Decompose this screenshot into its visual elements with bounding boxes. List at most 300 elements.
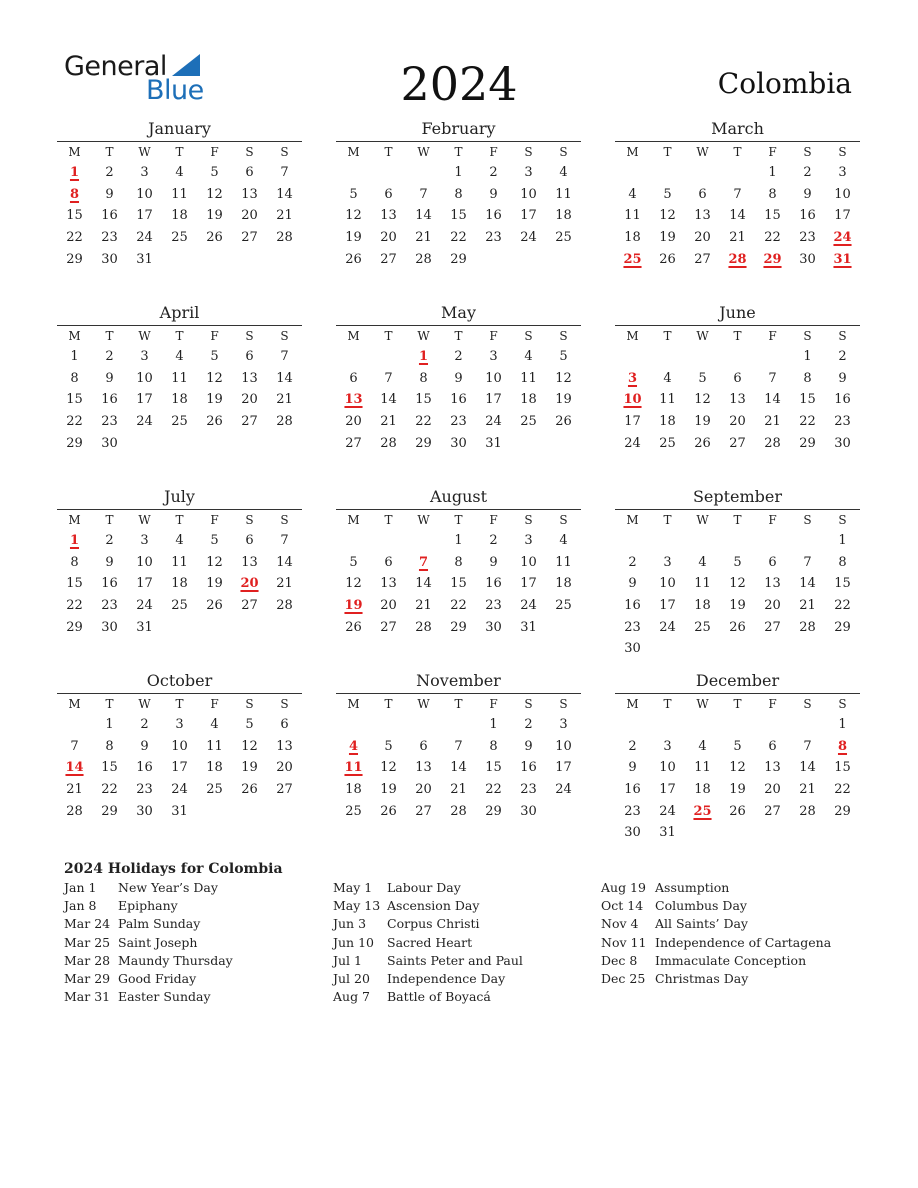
day-cell: 9	[628, 760, 637, 776]
day-cell: 14	[276, 554, 293, 570]
weekday-label: S	[524, 145, 533, 159]
day-cell: 8	[419, 370, 428, 386]
day-cell: 5	[210, 165, 219, 180]
weekday-label: M	[347, 697, 360, 711]
day-cell: 1	[454, 165, 463, 180]
day-cell: 4	[175, 349, 184, 364]
day-cell: 30	[624, 641, 641, 657]
day-cell: 11	[694, 760, 711, 776]
day-cell: 20	[415, 782, 432, 798]
empty-cell	[371, 346, 406, 368]
day-cell: 9	[489, 554, 498, 570]
day-cell: 24	[624, 435, 641, 451]
day-cell: 31	[171, 803, 188, 819]
day-cell: 23	[624, 619, 641, 635]
weekday-label: M	[68, 513, 81, 527]
day-cell: 1	[768, 165, 777, 180]
day-cell: 24	[136, 230, 153, 246]
day-cell: 6	[280, 717, 289, 732]
month-day-grid	[336, 142, 581, 270]
holiday-row	[333, 879, 593, 897]
day-cell: 11	[171, 370, 188, 386]
day-cell: 30	[101, 435, 118, 451]
month-name: June	[719, 303, 756, 322]
day-cell: 2	[524, 717, 533, 732]
day-cell: 16	[520, 760, 537, 776]
day-cell: 27	[345, 435, 362, 451]
weekday-label: M	[347, 329, 360, 343]
day-cell: 5	[210, 349, 219, 364]
day-cell: 1	[838, 717, 847, 732]
day-cell: 11	[555, 186, 572, 202]
day-cell: 15	[450, 208, 467, 224]
day-cell: 12	[345, 576, 362, 592]
holiday-name: Ascension Day	[387, 898, 480, 914]
day-cell: 10	[520, 186, 537, 202]
day-cell: 26	[206, 598, 223, 614]
day-cell: 5	[245, 717, 254, 732]
day-cell: 12	[555, 370, 572, 386]
day-cell: 5	[349, 554, 358, 570]
day-cell: 23	[101, 414, 118, 430]
holiday-date: Nov 11	[601, 934, 647, 950]
month-name: February	[421, 119, 496, 138]
day-cell: 25	[171, 598, 188, 614]
day-cell: 16	[799, 208, 816, 224]
day-cell: 1	[489, 717, 498, 732]
day-cell: 3	[838, 165, 847, 180]
weekday-label: T	[384, 697, 393, 711]
day-cell: 7	[733, 186, 742, 202]
weekday-label: T	[105, 329, 114, 343]
day-cell: 17	[520, 576, 537, 592]
holiday-day: 3	[627, 370, 638, 386]
weekday-label: T	[105, 697, 114, 711]
holiday-date: May 13	[333, 898, 381, 914]
day-cell: 18	[624, 230, 641, 246]
weekday-label: F	[210, 513, 219, 527]
weekday-label: S	[245, 513, 254, 527]
holiday-date: Oct 14	[601, 898, 644, 914]
weekday-label: W	[696, 329, 709, 343]
empty-cell	[650, 530, 685, 552]
day-cell: 7	[454, 738, 463, 754]
day-cell: 23	[101, 598, 118, 614]
weekday-label: F	[489, 697, 498, 711]
weekday-label: W	[417, 145, 430, 159]
weekday-label: T	[454, 145, 463, 159]
holiday-row	[64, 934, 324, 952]
day-cell: 3	[559, 717, 568, 732]
weekday-label: S	[559, 145, 568, 159]
holiday-date: Mar 25	[64, 934, 111, 950]
day-cell: 1	[838, 533, 847, 548]
holiday-row	[601, 915, 861, 933]
day-cell: 6	[245, 349, 254, 364]
weekday-label: S	[838, 513, 847, 527]
month-name: August	[429, 487, 488, 506]
day-cell: 15	[101, 760, 118, 776]
month-may	[336, 303, 581, 454]
weekday-label: W	[138, 329, 151, 343]
day-cell: 13	[241, 186, 258, 202]
day-cell: 22	[450, 230, 467, 246]
day-cell: 4	[698, 738, 707, 754]
weekday-label: W	[417, 697, 430, 711]
day-cell: 25	[659, 435, 676, 451]
day-cell: 11	[206, 738, 223, 754]
empty-cell	[650, 714, 685, 736]
weekday-label: S	[280, 145, 289, 159]
day-cell: 2	[803, 165, 812, 180]
day-cell: 3	[524, 165, 533, 180]
day-cell: 17	[555, 760, 572, 776]
day-cell: 20	[729, 414, 746, 430]
day-cell: 15	[66, 576, 83, 592]
day-cell: 22	[485, 782, 502, 798]
day-cell: 6	[419, 738, 428, 754]
day-cell: 17	[136, 576, 153, 592]
holiday-date: Aug 7	[333, 989, 371, 1005]
month-february	[336, 119, 581, 270]
month-day-grid	[57, 326, 302, 454]
day-cell: 6	[768, 554, 777, 570]
day-cell: 24	[171, 782, 188, 798]
day-cell: 19	[555, 392, 572, 408]
weekday-label: F	[210, 145, 219, 159]
holiday-day: 20	[240, 576, 259, 592]
day-cell: 26	[345, 251, 362, 267]
day-cell: 19	[694, 414, 711, 430]
day-cell: 18	[694, 782, 711, 798]
day-cell: 6	[384, 554, 393, 570]
day-cell: 29	[66, 435, 83, 451]
holiday-row	[64, 915, 324, 933]
day-cell: 21	[415, 598, 432, 614]
holiday-name: Assumption	[655, 880, 730, 895]
empty-cell	[336, 714, 371, 736]
day-cell: 7	[280, 165, 289, 180]
day-cell: 4	[210, 717, 219, 732]
holiday-date: Mar 31	[64, 989, 111, 1005]
empty-cell	[615, 162, 650, 184]
day-cell: 29	[799, 435, 816, 451]
holiday-row	[64, 970, 324, 988]
holiday-row	[601, 934, 861, 952]
holiday-date: Mar 29	[64, 970, 111, 986]
day-cell: 20	[694, 230, 711, 246]
day-cell: 28	[764, 435, 781, 451]
weekday-label: S	[803, 697, 812, 711]
day-cell: 27	[276, 782, 293, 798]
day-cell: 9	[454, 370, 463, 386]
day-cell: 1	[803, 349, 812, 364]
holiday-day: 4	[348, 738, 359, 754]
month-name: December	[695, 671, 780, 690]
day-cell: 12	[206, 554, 223, 570]
day-cell: 2	[628, 554, 637, 570]
weekday-label: W	[417, 329, 430, 343]
holiday-name: Immaculate Conception	[655, 952, 807, 968]
day-cell: 2	[489, 533, 498, 548]
weekday-label: S	[838, 329, 847, 343]
day-cell: 23	[834, 414, 851, 430]
day-cell: 21	[450, 782, 467, 798]
holiday-name: Saint Joseph	[118, 934, 198, 950]
weekday-label: S	[559, 329, 568, 343]
weekday-label: T	[663, 513, 672, 527]
weekday-label: F	[210, 697, 219, 711]
day-cell: 10	[555, 738, 572, 754]
day-cell: 10	[834, 186, 851, 202]
day-cell: 24	[659, 803, 676, 819]
day-cell: 18	[171, 392, 188, 408]
day-cell: 17	[136, 392, 153, 408]
empty-cell	[615, 346, 650, 368]
weekday-label: S	[803, 145, 812, 159]
day-cell: 16	[450, 392, 467, 408]
holidays-column	[601, 879, 861, 988]
weekday-label: S	[245, 697, 254, 711]
weekday-label: W	[138, 697, 151, 711]
day-cell: 1	[70, 349, 79, 364]
day-cell: 13	[276, 738, 293, 754]
day-cell: 19	[729, 598, 746, 614]
day-cell: 30	[520, 803, 537, 819]
month-day-grid	[57, 142, 302, 270]
holiday-row	[601, 879, 861, 897]
empty-cell	[406, 162, 441, 184]
empty-cell	[650, 162, 685, 184]
day-cell: 16	[485, 576, 502, 592]
day-cell: 17	[171, 760, 188, 776]
weekday-label: T	[663, 145, 672, 159]
holiday-day: 1	[69, 533, 80, 548]
day-cell: 18	[555, 208, 572, 224]
weekday-label: M	[626, 329, 639, 343]
holiday-day: 1	[418, 349, 429, 364]
holiday-day: 28	[728, 251, 747, 267]
holiday-row	[64, 988, 324, 1006]
empty-cell	[685, 714, 720, 736]
day-cell: 16	[101, 392, 118, 408]
day-cell: 27	[729, 435, 746, 451]
day-cell: 28	[276, 598, 293, 614]
weekday-label: M	[347, 145, 360, 159]
day-cell: 9	[838, 370, 847, 386]
day-cell: 9	[803, 186, 812, 202]
day-cell: 3	[663, 738, 672, 754]
holiday-date: Jun 3	[333, 916, 367, 932]
day-cell: 25	[555, 230, 572, 246]
day-cell: 17	[659, 598, 676, 614]
day-cell: 2	[628, 738, 637, 754]
weekday-label: W	[138, 513, 151, 527]
day-cell: 17	[834, 208, 851, 224]
holiday-name: Maundy Thursday	[118, 952, 233, 968]
day-cell: 22	[415, 414, 432, 430]
month-name: September	[692, 487, 783, 506]
day-cell: 14	[729, 208, 746, 224]
day-cell: 30	[834, 435, 851, 451]
empty-cell	[720, 346, 755, 368]
weekday-label: S	[245, 145, 254, 159]
holiday-row	[64, 897, 324, 915]
weekday-label: S	[524, 329, 533, 343]
day-cell: 28	[66, 803, 83, 819]
day-cell: 30	[101, 251, 118, 267]
empty-cell	[720, 714, 755, 736]
day-cell: 27	[694, 251, 711, 267]
holiday-row	[601, 952, 861, 970]
empty-cell	[57, 714, 92, 736]
holiday-day: 13	[344, 392, 363, 408]
weekday-label: T	[384, 329, 393, 343]
day-cell: 24	[136, 414, 153, 430]
holiday-row	[601, 897, 861, 915]
holiday-date: Mar 28	[64, 952, 111, 968]
day-cell: 10	[485, 370, 502, 386]
day-cell: 9	[105, 186, 114, 202]
day-cell: 5	[210, 533, 219, 548]
day-cell: 6	[349, 370, 358, 386]
holiday-row	[333, 897, 593, 915]
weekday-label: T	[175, 145, 184, 159]
day-cell: 23	[136, 782, 153, 798]
weekday-label: W	[417, 513, 430, 527]
day-cell: 10	[520, 554, 537, 570]
day-cell: 12	[345, 208, 362, 224]
day-cell: 18	[171, 208, 188, 224]
day-cell: 13	[380, 208, 397, 224]
holiday-date: Dec 8	[601, 952, 638, 968]
day-cell: 14	[450, 760, 467, 776]
weekday-label: T	[175, 697, 184, 711]
weekday-label: W	[696, 697, 709, 711]
day-cell: 9	[489, 186, 498, 202]
day-cell: 4	[175, 165, 184, 180]
day-cell: 17	[485, 392, 502, 408]
holiday-name: New Year’s Day	[118, 880, 218, 895]
day-cell: 22	[834, 782, 851, 798]
day-cell: 19	[659, 230, 676, 246]
day-cell: 16	[624, 782, 641, 798]
day-cell: 9	[140, 738, 149, 754]
holiday-date: Mar 24	[64, 916, 111, 932]
day-cell: 19	[241, 760, 258, 776]
empty-cell	[755, 714, 790, 736]
empty-cell	[685, 346, 720, 368]
day-cell: 17	[659, 782, 676, 798]
day-cell: 19	[206, 208, 223, 224]
weekday-label: S	[245, 329, 254, 343]
weekday-label: F	[210, 329, 219, 343]
day-cell: 21	[276, 392, 293, 408]
weekday-label: T	[454, 513, 463, 527]
day-cell: 3	[489, 349, 498, 364]
day-cell: 17	[624, 414, 641, 430]
day-cell: 21	[729, 230, 746, 246]
day-cell: 15	[834, 760, 851, 776]
calendar-country: Colombia	[717, 67, 852, 100]
day-cell: 19	[206, 392, 223, 408]
day-cell: 20	[764, 782, 781, 798]
day-cell: 22	[66, 414, 83, 430]
day-cell: 12	[694, 392, 711, 408]
holiday-row	[601, 970, 861, 988]
day-cell: 2	[838, 349, 847, 364]
day-cell: 19	[729, 782, 746, 798]
holidays-title: 2024 Holidays for Colombia	[64, 861, 283, 877]
day-cell: 27	[241, 598, 258, 614]
day-cell: 23	[485, 230, 502, 246]
holiday-row	[64, 952, 324, 970]
day-cell: 25	[555, 598, 572, 614]
day-cell: 31	[659, 825, 676, 841]
day-cell: 15	[66, 392, 83, 408]
day-cell: 28	[415, 619, 432, 635]
day-cell: 28	[276, 414, 293, 430]
holiday-name: Independence of Cartagena	[655, 934, 832, 950]
day-cell: 31	[136, 251, 153, 267]
day-cell: 17	[520, 208, 537, 224]
weekday-label: M	[68, 697, 81, 711]
day-cell: 29	[834, 619, 851, 635]
weekday-label: T	[175, 329, 184, 343]
day-cell: 21	[276, 208, 293, 224]
day-cell: 21	[276, 576, 293, 592]
day-cell: 27	[764, 803, 781, 819]
day-cell: 5	[663, 186, 672, 202]
empty-cell	[406, 714, 441, 736]
weekday-label: F	[489, 329, 498, 343]
holiday-row	[333, 915, 593, 933]
holiday-day: 1	[69, 165, 80, 180]
day-cell: 9	[524, 738, 533, 754]
day-cell: 3	[140, 165, 149, 180]
day-cell: 23	[520, 782, 537, 798]
day-cell: 31	[520, 619, 537, 635]
day-cell: 30	[799, 251, 816, 267]
day-cell: 13	[380, 576, 397, 592]
day-cell: 20	[241, 392, 258, 408]
day-cell: 14	[415, 208, 432, 224]
weekday-label: S	[559, 513, 568, 527]
day-cell: 26	[729, 619, 746, 635]
holiday-day: 25	[623, 251, 642, 267]
holiday-row	[333, 970, 593, 988]
holiday-date: Jan 1	[64, 880, 97, 895]
day-cell: 20	[345, 414, 362, 430]
day-cell: 2	[105, 533, 114, 548]
empty-cell	[720, 530, 755, 552]
weekday-label: T	[733, 697, 742, 711]
day-cell: 12	[380, 760, 397, 776]
holiday-name: Sacred Heart	[387, 934, 473, 950]
empty-cell	[790, 714, 825, 736]
day-cell: 23	[101, 230, 118, 246]
weekday-label: F	[768, 145, 777, 159]
day-cell: 11	[555, 554, 572, 570]
day-cell: 26	[241, 782, 258, 798]
day-cell: 28	[380, 435, 397, 451]
day-cell: 25	[520, 414, 537, 430]
day-cell: 14	[380, 392, 397, 408]
month-july	[57, 487, 302, 638]
day-cell: 11	[624, 208, 641, 224]
day-cell: 28	[450, 803, 467, 819]
day-cell: 7	[803, 738, 812, 754]
